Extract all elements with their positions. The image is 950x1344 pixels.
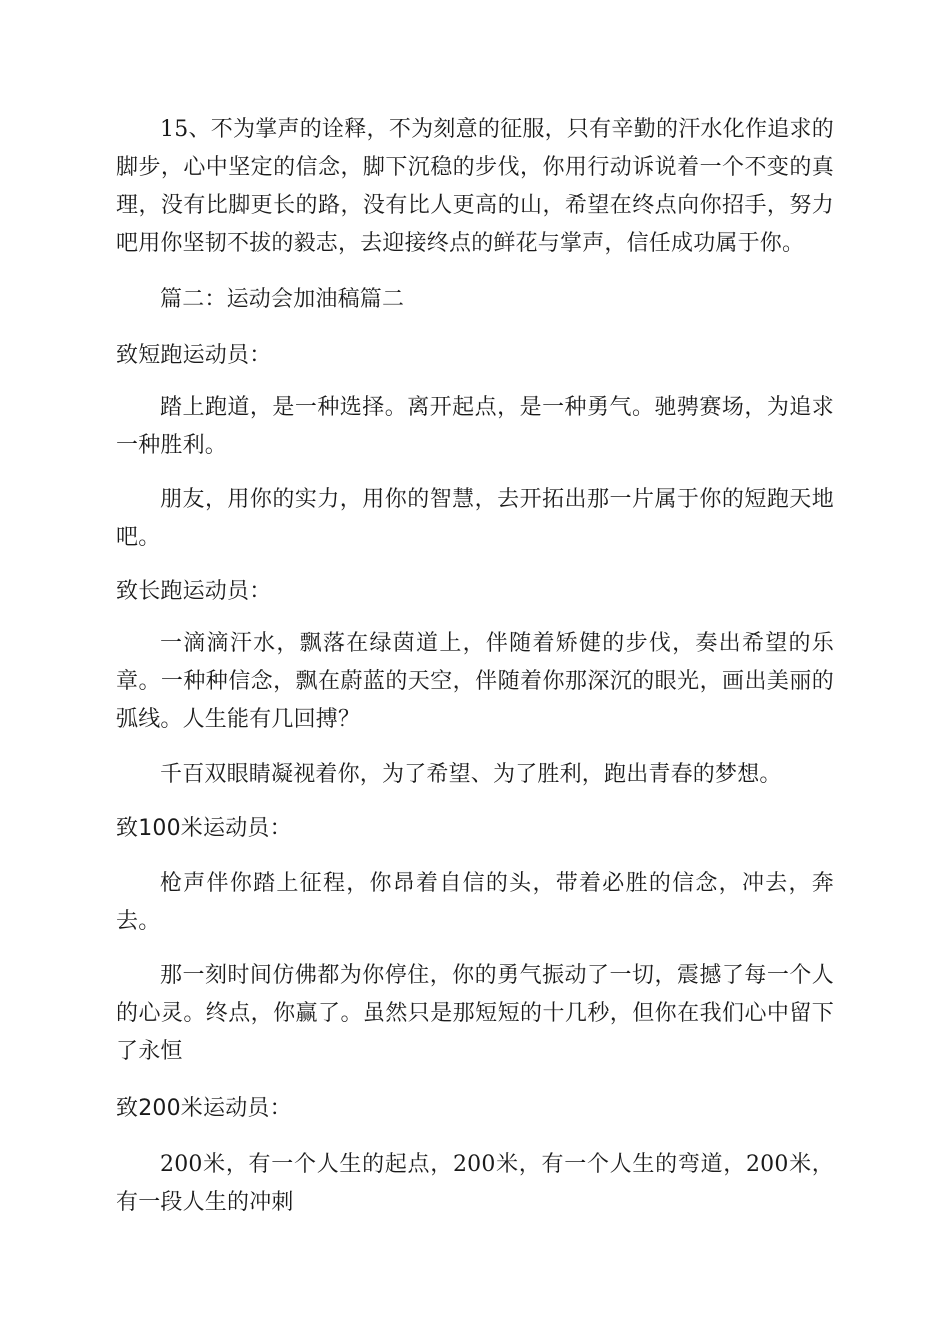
recipient-heading-long-distance: 致长跑运动员：: [116, 579, 272, 604]
paragraph-sprint-1: 踏上跑道，是一种选择。离开起点，是一种勇气。驰骋赛场，为追求一种胜利。: [116, 395, 834, 458]
paragraph-long-distance-1: 一滴滴汗水，飘落在绿茵道上，伴随着矫健的步伐，奏出希望的乐章。一种种信念，飘在蔚蓝的天空，伴随着你那深沉的眼光，画出美丽的弧线。人生能有几回搏？: [116, 631, 834, 732]
recipient-heading-sprint: 致短跑运动员：: [116, 343, 272, 368]
paragraph-200m-1: 200米，有一个人生的起点，200米，有一个人生的弯道，200米，有一段人生的冲刺: [116, 1152, 834, 1215]
paragraph-100m-2: 那一刻时间仿佛都为你停住，你的勇气振动了一切，震撼了每一个人的心灵。终点，你赢了。虽然只是那短短的十几秒，但你在我们心中留下了永恒: [116, 963, 834, 1064]
recipient-heading-200m: 致200米运动员：: [116, 1096, 292, 1121]
recipient-heading-100m: 致100米运动员：: [116, 816, 292, 841]
section-heading: 篇二：运动会加油稿篇二: [160, 287, 405, 312]
paragraph-100m-1: 枪声伴你踏上征程，你昂着自信的头，带着必胜的信念，冲去，奔去。: [116, 871, 834, 934]
paragraph-15: 15、不为掌声的诠释，不为刻意的征服，只有辛勤的汗水化作追求的脚步，心中坚定的信念，脚下沉稳的步伐，你用行动诉说着一个不变的真理，没有比脚更长的路，没有比人更高的山，希望在终点向你招手，努力吧用你坚韧不拔的毅志，去迎接终点的鲜花与掌声，信任成功属于你。: [116, 117, 834, 256]
paragraph-sprint-2: 朋友，用你的实力，用你的智慧，去开拓出那一片属于你的短跑天地吧。: [116, 487, 834, 550]
paragraph-long-distance-2: 千百双眼睛凝视着你，为了希望、为了胜利，跑出青春的梦想。: [160, 762, 782, 787]
